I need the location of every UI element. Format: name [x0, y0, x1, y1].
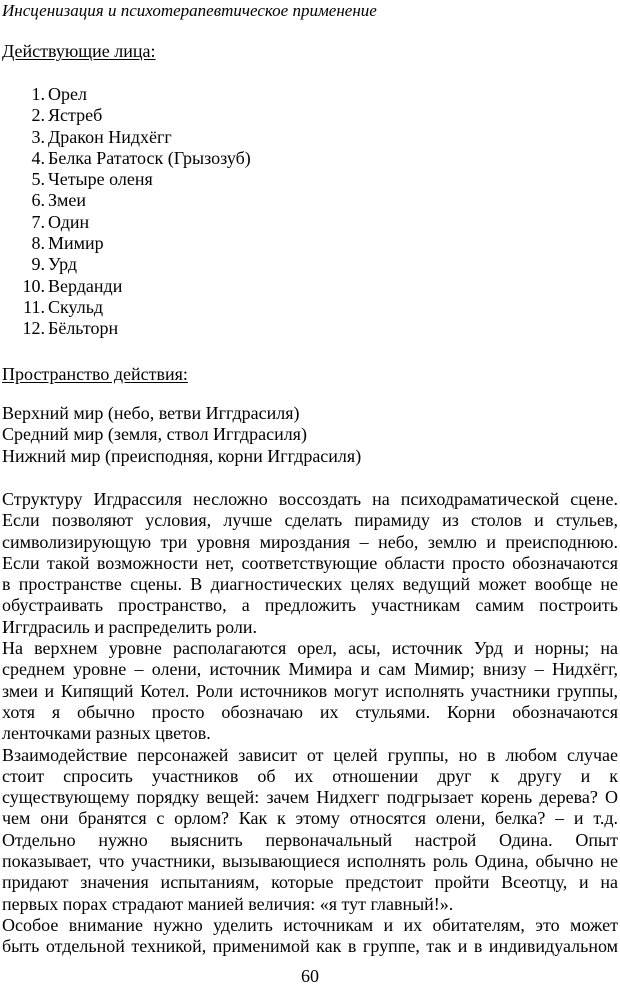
- body-line: ленточками разных цветов.: [2, 723, 211, 744]
- body-text: [2, 489, 618, 958]
- list-item-number: 7.: [31, 211, 45, 232]
- body-line: в пространстве сцены. В диагностических целях ведущий может вообще не: [2, 574, 618, 595]
- list-item-number: 12.: [22, 318, 45, 339]
- list-item-label: Ястреб: [48, 105, 103, 126]
- list-item-number: 6.: [31, 190, 45, 211]
- list-item-number: 8.: [31, 233, 45, 254]
- list-item: Верхний мир (небо, ветви Иггдрасиля): [2, 403, 300, 423]
- list-item-label: Бёльторн: [48, 318, 119, 339]
- body-line: Если позволяют условия, лучше сделать пирамиду из столов и стульев,: [2, 510, 618, 531]
- list-item-label: Белка Рататоск (Грызозуб): [48, 147, 251, 168]
- body-line: стоит спросить участников об их отношении друг к другу и к: [2, 765, 618, 786]
- body-line: На верхнем уровне располагаются орел, асы, источник Урд и норны; на: [2, 638, 618, 659]
- page-number: 60: [301, 966, 319, 986]
- body-line: обустраивать пространство, а предложить участникам самим построить: [2, 595, 618, 616]
- body-line: Взаимодействие персонажей зависит от целей группы, но в любом случае: [2, 744, 618, 765]
- body-line: быть отдельной техникой, применимой как в группе, так и в индивидуальном: [2, 936, 618, 957]
- body-line: Отдельно нужно выяснить первоначальный настрой Одина. Опыт: [2, 829, 618, 850]
- list-item-number: 2.: [31, 105, 45, 126]
- list-item-number: 1.: [31, 84, 45, 104]
- list-item-number: 5.: [31, 169, 45, 190]
- body-line: хотя я обычно просто обозначаю их стульями. Корни обозначаются: [2, 701, 618, 722]
- list-item: Нижний мир (преисподняя, корни Иггдрасиля): [2, 445, 362, 466]
- body-line: змеи и Кипящий Котел. Роли источников могут исполнять участники группы,: [2, 680, 618, 701]
- list-item-number: 3.: [31, 126, 45, 147]
- space-list: [2, 403, 361, 467]
- list-item-number: 11.: [23, 296, 45, 317]
- list-item-label: Верданди: [48, 275, 123, 296]
- list-item-label: Дракон Нидхёгг: [48, 126, 172, 147]
- body-line: Если такой возможности нет, соответствующие области просто обозначаются: [2, 552, 618, 573]
- body-line: чем они бранятся с орлом? Как к этому относятся олени, белка? – и т.д.: [2, 808, 618, 829]
- list-item-number: 10.: [22, 275, 45, 296]
- list-item-number: 4.: [31, 147, 45, 168]
- list-item-label: Орел: [48, 84, 87, 104]
- space-heading: Пространство действия:: [2, 364, 188, 384]
- body-line: первых порах страдают манией величия: «я тут главный!».: [2, 893, 454, 914]
- list-item-label: Урд: [48, 254, 78, 275]
- body-line: существующему порядку вещей: зачем Нидхегг подгрызает корень дерева? О: [2, 787, 618, 808]
- body-line: Структуру Игдрассиля несложно воссоздать на психодраматической сцене.: [2, 489, 618, 509]
- list-item-label: Четыре оленя: [48, 169, 153, 190]
- list-item-label: Змеи: [48, 190, 87, 211]
- cast-heading: Действующие лица:: [2, 41, 156, 61]
- list-item-number: 9.: [31, 254, 45, 275]
- body-line: среднем уровне – олени, источник Мимира и сам Мимир; внизу – Нидхёгг,: [2, 659, 618, 680]
- body-line: Иггдрасиль и распределить роли.: [2, 616, 258, 637]
- body-line: показывает, что участники, вызывающиеся исполнять роль Одина, обычно не: [2, 851, 618, 872]
- running-header: Инсценизация и психотерапевтическое применение: [2, 1, 377, 20]
- list-item: Средний мир (земля, ствол Иггдрасиля): [2, 424, 307, 445]
- body-line: придают значения испытаниям, которые предстоит пройти Всеотцу, и на: [2, 872, 618, 893]
- list-item-label: Скульд: [48, 296, 104, 317]
- list-item-label: Один: [48, 211, 90, 232]
- list-item-label: Мимир: [48, 233, 104, 254]
- body-line: символизирующую три уровня мироздания – небо, землю и преисподнюю.: [2, 531, 618, 552]
- body-line: Особое внимание нужно уделить источникам и их обитателям, это может: [2, 914, 618, 935]
